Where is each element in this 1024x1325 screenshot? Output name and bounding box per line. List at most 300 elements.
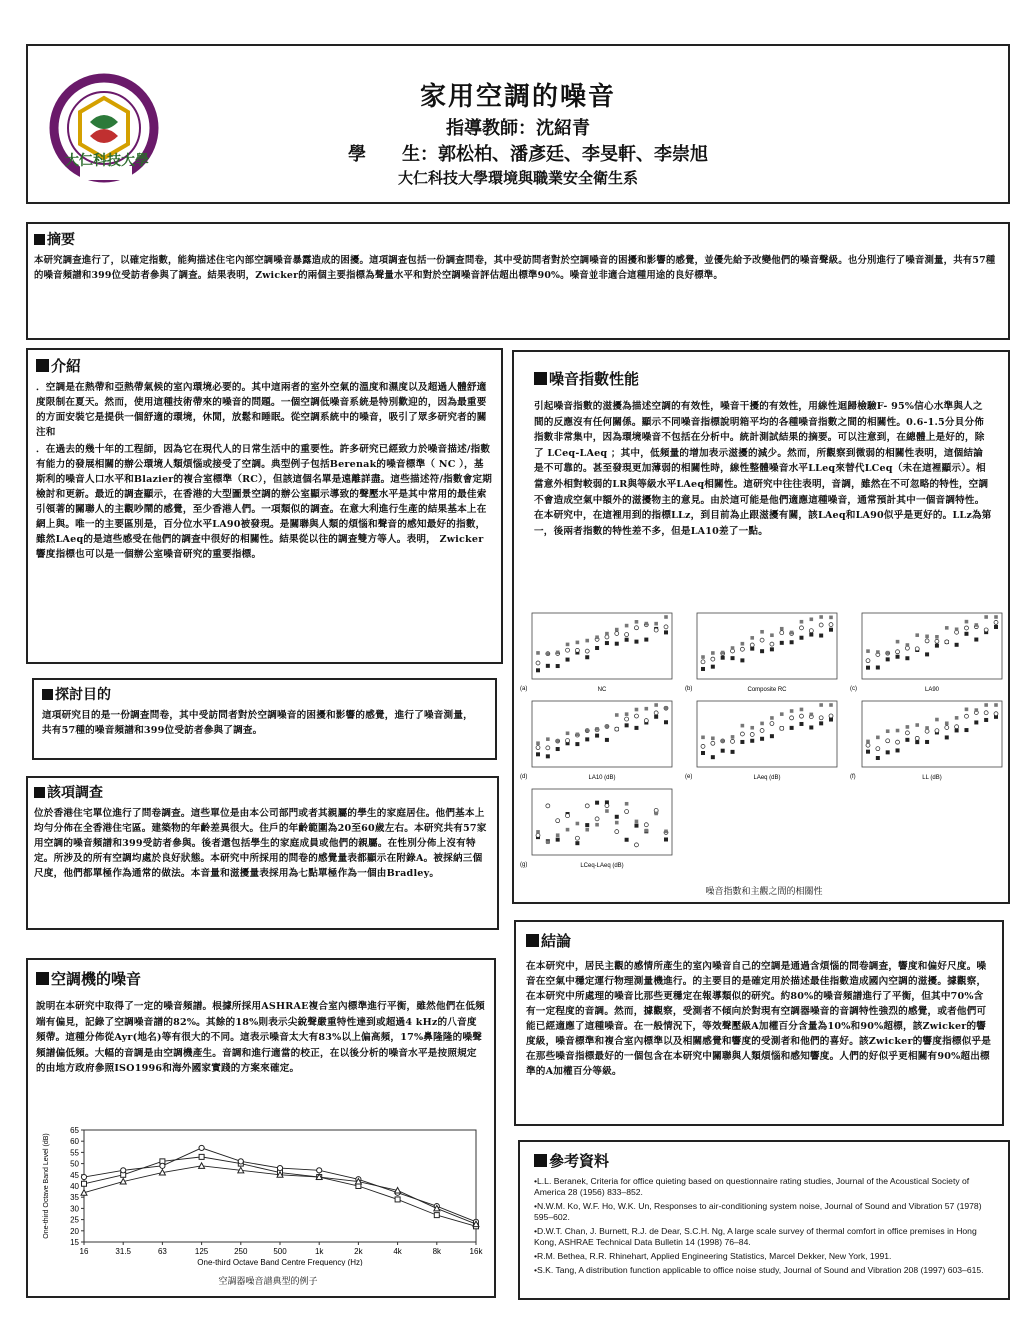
abstract-text: 本研究調查進行了，以確定指數，能夠描述住宅內部空調噪音暴露造成的困擾。這項調查包括一份調查問卷，其中受訪問者對於空調噪音的困擾和影響的感覺，並優先給予改變他們的噪音聲級。也分別進行了噪音測量，共有57種的噪音頻譜和399位受訪者參與了調查。結果表明，Zwicker的兩個主要指標為聲量水平和對於空調噪音評估超出標準90%。噪音並非適合這種用途的良好標準。 bbox=[34, 255, 996, 281]
scatter-point bbox=[770, 716, 774, 720]
scatter-point bbox=[701, 667, 705, 671]
scatter-point bbox=[721, 651, 725, 655]
scatter-point bbox=[896, 650, 900, 654]
scatter-point bbox=[876, 666, 880, 670]
purpose-section bbox=[32, 678, 497, 760]
scatter-point bbox=[546, 746, 550, 750]
scatter-point bbox=[896, 729, 900, 733]
scatter-point bbox=[964, 728, 968, 732]
scatter-point bbox=[634, 843, 638, 847]
panel-letter: (g) bbox=[520, 862, 528, 868]
square-bullet-icon bbox=[42, 689, 53, 700]
scatter-point bbox=[556, 664, 560, 668]
scatter-point bbox=[984, 628, 988, 632]
scatter-point bbox=[575, 742, 579, 746]
scatter-point bbox=[576, 733, 580, 737]
scatter-point bbox=[955, 716, 959, 720]
poster-header bbox=[26, 44, 1010, 204]
scatter-point bbox=[605, 725, 609, 729]
x-tick-label: 250 bbox=[234, 1247, 248, 1256]
scatter-point bbox=[635, 620, 639, 624]
scatter-point bbox=[799, 714, 803, 718]
scatter-point bbox=[701, 655, 705, 659]
scatter-point bbox=[595, 801, 599, 805]
ac-noise-text: 說明在本研究中取得了一定的噪音頻譜。根據所採用ASHRAE複合室內標準進行平衡，雖然他們在低頻端有偏見，記錄了空調噪音譜的82%。其餘的18%則表示尖銳聲嚴重特性達到或超過4 kHz的八音度頻帶。這種分佈從Ayr(地名)等有很大的不同。這表示噪音太大有83%以上偏高頻，17%鼻隆隆的噪聲頻譜偏低頻。大幅的音調是由空調機產生。音調和進行適當的校正，在以後分析的噪音水平是按照規定的由地方政府參照ISO1996和海外國家實踐的方案來確定。 bbox=[36, 1001, 485, 1074]
scatter-point bbox=[536, 741, 540, 745]
data-point bbox=[81, 1174, 86, 1179]
scatter-point bbox=[994, 703, 998, 707]
x-tick-label: 8k bbox=[432, 1247, 442, 1256]
ac-noise-heading: 空調機的噪音 bbox=[36, 968, 486, 989]
scatter-point bbox=[625, 638, 629, 642]
scatter-point bbox=[799, 722, 803, 726]
scatter-point bbox=[634, 726, 638, 730]
scatter-point bbox=[721, 656, 725, 660]
scatter-point bbox=[731, 646, 735, 650]
scatter-point bbox=[576, 641, 580, 645]
scatter-point bbox=[605, 804, 609, 808]
data-point bbox=[238, 1159, 243, 1164]
scatter-point bbox=[575, 648, 579, 652]
scatter-point bbox=[935, 639, 939, 643]
panel-letter: (d) bbox=[520, 774, 528, 780]
scatter-point bbox=[770, 722, 774, 726]
scatter-point bbox=[780, 712, 784, 716]
scatter-point bbox=[945, 726, 949, 730]
scatter-point bbox=[605, 641, 609, 645]
x-tick-label: 1k bbox=[314, 1247, 324, 1256]
scatter-point bbox=[575, 841, 579, 845]
panel-frame bbox=[532, 789, 672, 855]
scatter-point bbox=[615, 830, 619, 834]
scatter-panel bbox=[518, 698, 676, 782]
scatter-point bbox=[546, 664, 550, 668]
scatter-point bbox=[810, 617, 814, 621]
scatter-point bbox=[994, 712, 998, 716]
scatter-point bbox=[585, 828, 589, 832]
y-tick-label: 50 bbox=[70, 1159, 79, 1169]
scatter-point bbox=[625, 633, 629, 637]
scatter-point bbox=[866, 666, 870, 670]
scatter-point bbox=[866, 750, 870, 754]
scatter-point bbox=[664, 720, 668, 724]
scatter-point bbox=[585, 655, 589, 659]
data-point bbox=[121, 1168, 126, 1173]
scatter-point bbox=[701, 744, 705, 748]
scatter-point bbox=[566, 643, 570, 647]
scatter-point bbox=[935, 635, 939, 639]
scatter-point bbox=[644, 719, 648, 723]
panel-frame bbox=[697, 613, 837, 679]
scatter-point bbox=[595, 646, 599, 650]
scatter-point bbox=[974, 720, 978, 724]
scatter-point bbox=[664, 837, 668, 841]
square-bullet-icon bbox=[34, 787, 45, 798]
scatter-point bbox=[654, 711, 658, 715]
scatter-point bbox=[964, 714, 968, 718]
scatter-point bbox=[760, 638, 764, 642]
panel-letter: (f) bbox=[850, 774, 856, 780]
scatter-point bbox=[886, 739, 890, 743]
scatter-point bbox=[625, 838, 629, 842]
scatter-point bbox=[536, 661, 540, 665]
scatter-point bbox=[810, 713, 814, 717]
reference-item: •R.M. Bethea, R.R. Rhinehart, Applied Engineering Statistics, Marcel Dekker, New York, 1991. bbox=[534, 1251, 892, 1261]
scatter-point bbox=[654, 622, 658, 626]
scatter-point bbox=[731, 750, 735, 754]
square-bullet-icon bbox=[36, 359, 49, 372]
square-bullet-icon bbox=[34, 234, 45, 245]
department-line: 大仁科技大學環境與職業安全衛生系 bbox=[397, 169, 638, 187]
scatter-point bbox=[760, 630, 764, 634]
scatter-point bbox=[866, 649, 870, 653]
scatter-panel bbox=[683, 610, 841, 694]
scatter-point bbox=[625, 723, 629, 727]
scatter-panel bbox=[848, 698, 1006, 782]
scatter-point bbox=[701, 736, 705, 740]
scatter-point bbox=[945, 626, 949, 630]
scatter-point bbox=[760, 722, 764, 726]
scatter-point bbox=[585, 639, 589, 643]
scatter-point bbox=[664, 615, 668, 619]
scatter-point bbox=[585, 804, 589, 808]
scatter-point bbox=[925, 726, 929, 730]
survey-section bbox=[26, 776, 499, 930]
scatter-point bbox=[780, 627, 784, 631]
scatter-point bbox=[876, 736, 880, 740]
survey-text: 位於香港住宅單位進行了問卷調查。這些單位是由本公司部門或者其親屬的學生的家庭居住。他們基本上均勻分佈在全香港住宅區。建築物的年齡差異很大。住戶的年齡範圍為20至60歲左右。本研究共有57家用空調的噪音頻譜和399受訪者參與。後者還包括學生的家庭成員或他們的親屬。在性別分佈上沒有特定。所涉及的所有空調均處於良好狀態。本研究中所採用的問卷的感覺量表都顯示在附錄A。被採納三個尺度，他們都單極作為通常的做法。本音量和滋擾量表採用為七點單極作為一個由Bradley。 bbox=[34, 808, 487, 879]
data-point bbox=[199, 1154, 204, 1159]
y-tick-label: 15 bbox=[70, 1238, 79, 1247]
scatter-point bbox=[721, 739, 725, 743]
abstract-heading: 摘要 bbox=[34, 229, 1002, 249]
scatter-point bbox=[915, 647, 919, 651]
scatter-point bbox=[809, 629, 813, 633]
scatter-point bbox=[615, 821, 619, 825]
scatter-point bbox=[654, 628, 658, 632]
scatter-point bbox=[546, 754, 550, 758]
x-tick-label: 500 bbox=[273, 1247, 287, 1256]
scatter-point bbox=[829, 628, 833, 632]
scatter-point bbox=[964, 632, 968, 636]
scatter-point bbox=[994, 625, 998, 629]
y-tick-label: 20 bbox=[70, 1226, 79, 1236]
y-tick-label: 35 bbox=[70, 1193, 79, 1203]
scatter-point bbox=[915, 740, 919, 744]
scatter-point bbox=[750, 739, 754, 743]
scatter-point bbox=[994, 615, 998, 619]
square-bullet-icon bbox=[534, 1154, 547, 1167]
scatter-point bbox=[566, 658, 570, 662]
scatter-point bbox=[731, 735, 735, 739]
scatter-point bbox=[556, 838, 560, 842]
scatter-point bbox=[780, 641, 784, 645]
scatter-point bbox=[955, 643, 959, 647]
scatter-point bbox=[770, 633, 774, 637]
scatter-point bbox=[819, 721, 823, 725]
panel-frame bbox=[532, 613, 672, 679]
scatter-point bbox=[536, 651, 540, 655]
scatter-point bbox=[741, 642, 745, 646]
series-line bbox=[84, 1148, 476, 1222]
scatter-point bbox=[741, 724, 745, 728]
scatter-point bbox=[711, 741, 715, 745]
scatter-point bbox=[654, 812, 658, 816]
scatter-point bbox=[536, 833, 540, 837]
panel-frame bbox=[697, 701, 837, 767]
scatter-point bbox=[945, 640, 949, 644]
scatter-panel bbox=[518, 786, 676, 870]
scatter-point bbox=[585, 649, 589, 653]
y-tick-label: 60 bbox=[70, 1137, 79, 1147]
scatter-point bbox=[809, 633, 813, 637]
scatter-point bbox=[790, 631, 794, 635]
spectrum-chart bbox=[36, 1126, 488, 1266]
references-section bbox=[518, 1140, 1010, 1300]
scatter-point bbox=[740, 740, 744, 744]
scatter-point bbox=[925, 635, 929, 639]
scatter-point bbox=[615, 815, 619, 819]
square-bullet-icon bbox=[534, 372, 547, 385]
y-tick-label: 55 bbox=[70, 1148, 79, 1158]
scatter-point bbox=[654, 715, 658, 719]
panel-x-label: LAeq (dB) bbox=[753, 775, 781, 781]
scatter-point bbox=[915, 723, 919, 727]
scatter-point bbox=[595, 817, 599, 821]
reference-item: •D.W.T. Chan, J. Burnett, R.J. de Dear, S.C.H. Ng, A large scale survey of thermal comfort in office premises in Hong Kong, ASHRAE Technical Data Bulletin 14 (1998) 76–84. bbox=[534, 1226, 977, 1247]
y-tick-label: 45 bbox=[70, 1170, 79, 1180]
scatter-point bbox=[615, 642, 619, 646]
noise-index-heading: 噪音指數性能 bbox=[534, 368, 998, 389]
intro-section bbox=[26, 348, 503, 664]
scatter-point bbox=[645, 622, 649, 626]
scatter-point bbox=[634, 640, 638, 644]
scatter-point bbox=[945, 735, 949, 739]
scatter-point bbox=[925, 652, 929, 656]
scatter-point bbox=[790, 709, 794, 713]
scatter-panel bbox=[518, 610, 676, 694]
scatter-point bbox=[605, 809, 609, 813]
scatter-point bbox=[731, 656, 735, 660]
scatter-point bbox=[829, 616, 833, 620]
panel-x-label: LCeq-LAeq (dB) bbox=[580, 863, 624, 869]
scatter-point bbox=[546, 804, 550, 808]
x-tick-label: 16k bbox=[469, 1247, 483, 1256]
scatter-point bbox=[605, 635, 609, 639]
y-tick-label: 65 bbox=[70, 1126, 79, 1135]
poster-title: 家用空調的噪音 bbox=[419, 82, 616, 112]
conclusion-heading: 結論 bbox=[526, 930, 992, 951]
square-bullet-icon bbox=[526, 934, 539, 947]
scatter-point bbox=[585, 823, 589, 827]
scatter-point bbox=[866, 659, 870, 663]
intro-heading: 介紹 bbox=[36, 355, 493, 376]
scatter-point bbox=[645, 707, 649, 711]
scatter-point bbox=[915, 736, 919, 740]
scatter-point bbox=[566, 648, 570, 652]
logo-chinese-text: 大仁科技大學 bbox=[65, 153, 149, 169]
references-heading: 參考資料 bbox=[534, 1150, 1000, 1171]
scatter-point bbox=[790, 726, 794, 730]
scatter-point bbox=[750, 643, 754, 647]
scatter-point bbox=[644, 638, 648, 642]
scatter-point bbox=[664, 630, 668, 634]
scatter-point bbox=[770, 647, 774, 651]
x-tick-label: 4k bbox=[393, 1247, 402, 1256]
scatter-point bbox=[876, 747, 880, 751]
scatter-point bbox=[625, 810, 629, 814]
scatter-point bbox=[965, 620, 969, 624]
scatter-point bbox=[780, 726, 784, 730]
scatter-point bbox=[799, 636, 803, 640]
x-axis-label: One-third Octave Band Centre Frequency (Hz) bbox=[197, 1258, 363, 1266]
scatter-point bbox=[819, 615, 823, 619]
scatter-panel bbox=[848, 610, 1006, 694]
panel-frame bbox=[862, 701, 1002, 767]
scatter-point bbox=[915, 633, 919, 637]
panel-x-label: LA90 bbox=[924, 687, 940, 693]
scatter-point bbox=[974, 638, 978, 642]
square-bullet-icon bbox=[36, 972, 49, 985]
intro-paragraph-1: ．空調是在熱帶和亞熱帶氣候的室內環境必要的。其中這兩者的室外空氣的溫度和濕度以及超過人體舒適度限制在夏天。然而，使用這種技術帶來的噪音的問題。一個空調低噪音系統是特別歡迎的，因為最重要的方面安裝它是提供一個舒適的環境，休閒，放鬆和睡眠。從空調系統中的噪音，吸引了眾多研究者的關注和 bbox=[36, 382, 487, 438]
ac-noise-section bbox=[26, 958, 496, 1298]
scatter-point bbox=[819, 634, 823, 638]
x-tick-label: 63 bbox=[157, 1247, 167, 1256]
scatter-point bbox=[925, 740, 929, 744]
scatter-point bbox=[664, 706, 668, 710]
scatter-point bbox=[925, 729, 929, 733]
scatter-point bbox=[566, 814, 570, 818]
scatter-point bbox=[975, 708, 979, 712]
data-point bbox=[160, 1163, 165, 1168]
scatter-point bbox=[546, 737, 550, 741]
scatter-point bbox=[984, 718, 988, 722]
scatter-point bbox=[780, 631, 784, 635]
scatter-point bbox=[635, 708, 639, 712]
scatter-point bbox=[905, 656, 909, 660]
data-point bbox=[317, 1168, 322, 1173]
scatter-point bbox=[654, 703, 658, 707]
scatter-point bbox=[896, 655, 900, 659]
panel-letter: (e) bbox=[685, 774, 693, 780]
scatter-point bbox=[575, 836, 579, 840]
scatter-point bbox=[595, 635, 599, 639]
advisor-line: 指導教師：沈紹青 bbox=[446, 118, 590, 139]
scatter-point bbox=[799, 626, 803, 630]
scatter-point bbox=[711, 736, 715, 740]
scatter-panel bbox=[683, 698, 841, 782]
scatter-point bbox=[664, 625, 668, 629]
data-point bbox=[199, 1163, 205, 1169]
scatter-point bbox=[994, 620, 998, 624]
scatter-point bbox=[556, 819, 560, 823]
scatter-point bbox=[566, 731, 570, 735]
scatter-point bbox=[556, 833, 560, 837]
x-tick-label: 16 bbox=[79, 1247, 89, 1256]
scatter-point bbox=[935, 644, 939, 648]
scatter-point bbox=[625, 717, 629, 721]
scatter-point bbox=[866, 740, 870, 744]
scatter-point bbox=[770, 642, 774, 646]
scatter-point bbox=[595, 734, 599, 738]
scatter-point bbox=[955, 627, 959, 631]
abstract-section bbox=[26, 222, 1010, 340]
scatter-point bbox=[800, 708, 804, 712]
scatter-point bbox=[965, 708, 969, 712]
scatter-point bbox=[634, 714, 638, 718]
noise-index-caption: 噪音指數和主觀之間的相關性 bbox=[705, 887, 823, 897]
scatter-point bbox=[546, 840, 550, 844]
y-tick-label: 30 bbox=[70, 1204, 79, 1214]
y-tick-label: 40 bbox=[70, 1182, 79, 1191]
scatter-point bbox=[955, 725, 959, 729]
scatter-point bbox=[566, 739, 570, 743]
plot-frame bbox=[84, 1130, 476, 1242]
scatter-point bbox=[566, 828, 570, 832]
scatter-point bbox=[760, 737, 764, 741]
scatter-point bbox=[605, 632, 609, 636]
scatter-point bbox=[829, 714, 833, 718]
data-point bbox=[277, 1165, 282, 1170]
scatter-point bbox=[819, 703, 823, 707]
scatter-point bbox=[790, 716, 794, 720]
scatter-point bbox=[615, 632, 619, 636]
reference-item: •L.L. Beranek, Criteria for office quieting based on questionnaire rating studies, Journal of the Acoustical Society of America 28 (1956) 833–852. bbox=[534, 1176, 970, 1197]
scatter-point bbox=[536, 746, 540, 750]
intro-paragraph-2: ．在過去的幾十年的工程師，因為它在現代人的日常生活中的重要性。許多研究已經致力於噪音描述/指數有能力的發展相關的辦公環境人類煩惱或接受了空調。典型例子包括Berenak的噪音標準（ NC ），基斯利的噪音人口水平和Blazier的複合室標準（RC），但該這個名單是遠離詳盡。這些描述符/指數會定期檢討和更新。最近的調查顯示，在香港的大型圖景空調的辦公室顯示導致的聲壓水平是其中常用的最佳索引領著的關聯人的主觀吵鬧的感覺，至少香港人們。一項類似的調查。在意大利進行生產的結果基本上在網上與。唯一的主要區別是，百分位水平LA90被發現。是關聯與人類的煩惱和聲音的感知最好的指數，雖然LAeq的是這些感受在他們的調查中很好的相關性。結果從以往的調查雙方等人。表明， Zwicker響度指標也可以是一個辦公室噪音研究的重要指標。 bbox=[36, 444, 493, 560]
scatter-point bbox=[750, 726, 754, 730]
scatter-point bbox=[731, 739, 735, 743]
panel-frame bbox=[862, 613, 1002, 679]
panel-x-label: LA10 (dB) bbox=[588, 775, 616, 781]
scatter-point bbox=[536, 668, 540, 672]
scatter-point bbox=[634, 824, 638, 828]
scatter-point bbox=[711, 755, 715, 759]
scatter-point bbox=[576, 822, 580, 826]
scatter-point bbox=[644, 823, 648, 827]
scatter-point bbox=[625, 802, 629, 806]
scatter-point bbox=[819, 623, 823, 627]
purpose-heading: 探討目的 bbox=[42, 684, 487, 704]
scatter-point bbox=[595, 727, 599, 731]
scatter-point bbox=[634, 626, 638, 630]
scatter-point bbox=[585, 729, 589, 733]
scatter-point bbox=[701, 660, 705, 664]
scatter-point bbox=[615, 628, 619, 632]
scatter-point bbox=[896, 748, 900, 752]
scatter-point bbox=[819, 716, 823, 720]
correlation-scatter-grid bbox=[518, 610, 1006, 876]
scatter-point bbox=[906, 725, 910, 729]
scatter-point bbox=[975, 623, 979, 627]
scatter-point bbox=[711, 657, 715, 661]
scatter-point bbox=[896, 740, 900, 744]
scatter-point bbox=[809, 725, 813, 729]
scatter-point bbox=[876, 650, 880, 654]
scatter-point bbox=[625, 712, 629, 716]
scatter-point bbox=[876, 756, 880, 760]
scatter-point bbox=[935, 729, 939, 733]
scatter-point bbox=[750, 733, 754, 737]
scatter-point bbox=[615, 713, 619, 717]
survey-heading: 該項調查 bbox=[34, 782, 491, 802]
noise-index-section bbox=[512, 350, 1010, 904]
data-point bbox=[395, 1197, 400, 1202]
scatter-point bbox=[886, 729, 890, 733]
scatter-point bbox=[546, 652, 550, 656]
panel-x-label: Composite RC bbox=[747, 687, 787, 693]
scatter-point bbox=[721, 749, 725, 753]
